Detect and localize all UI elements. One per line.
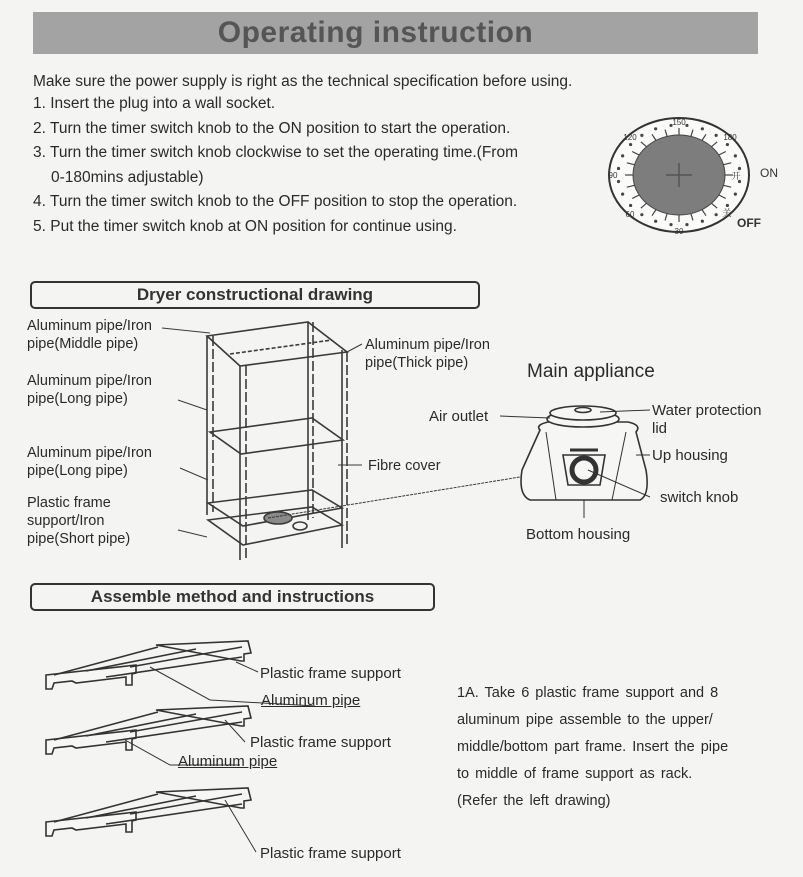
label-thick-pipe (365, 336, 490, 372)
dial-dot (629, 143, 632, 146)
step-5: 5. Put the timer switch knob at ON position for continue using. (33, 217, 457, 235)
leader-line (178, 400, 207, 410)
dial-dot (654, 220, 657, 223)
appliance-body (521, 422, 647, 500)
label-short-pipe (27, 494, 130, 548)
page-title: Operating instruction (217, 16, 534, 49)
label-line: pipe(Long pipe) (27, 391, 128, 407)
frame-support (46, 812, 136, 836)
dial-dot (640, 134, 643, 137)
dial-dot (617, 167, 620, 170)
dial-dot (621, 154, 624, 157)
frame-pipe (130, 647, 242, 667)
title-bar (33, 12, 758, 54)
step-1: 1. Insert the plug into a wall socket. (33, 95, 276, 112)
frame-support (156, 706, 251, 726)
mark-120: 120 (623, 133, 637, 142)
rack-bottom-shelf (208, 490, 342, 526)
label-switch-knob: switch knob (660, 489, 739, 506)
dial-dot (701, 127, 704, 130)
mark-30: 30 (674, 227, 684, 236)
on-symbol: 开 (731, 171, 741, 181)
dial-dot (621, 193, 624, 196)
body-seam (546, 432, 556, 500)
mark-180: 180 (723, 133, 737, 142)
label-line: Aluminum pipe/Iron (27, 318, 152, 334)
label-line: pipe(Long pipe) (27, 463, 128, 479)
frame-pipe (86, 796, 196, 818)
lid-center (575, 408, 591, 413)
rack-top-frame (207, 322, 347, 366)
dial-dot (701, 220, 704, 223)
assemble-section-header (30, 583, 435, 611)
appliance-lid (550, 406, 616, 420)
dryer-section-title: Dryer constructional drawing (136, 285, 374, 304)
label-aluminum-pipe-1: Aluminum pipe (261, 692, 361, 709)
appliance-lid-base (547, 411, 619, 427)
on-label: ON (760, 166, 778, 180)
switch-panel (563, 455, 605, 485)
instruction-line: 1A. Take 6 plastic frame support and 8 (457, 685, 719, 701)
label-line: support/Iron (27, 513, 105, 529)
label-line: pipe(Thick pipe) (365, 355, 469, 371)
dial-dot (640, 213, 643, 216)
mark-60: 60 (625, 210, 635, 219)
label-water-lid (652, 402, 762, 438)
instruction-line: aluminum pipe assemble to the upper/ (457, 712, 713, 728)
frame-pipe (130, 712, 242, 732)
label-line: Aluminum pipe/Iron (27, 373, 152, 389)
step-4: 4. Turn the timer switch knob to the OFF position to stop the operation. (33, 193, 518, 210)
label-air-outlet: Air outlet (429, 408, 489, 425)
leader-line (500, 416, 550, 418)
label-aluminum-pipe-2: Aluminum pipe (178, 753, 278, 770)
dial-dot (715, 213, 718, 216)
dial-dot (629, 204, 632, 207)
step-3: 3. Turn the timer switch knob clockwise to set the operating time.(From (33, 144, 518, 161)
dial-dot (738, 167, 741, 170)
leader-line (180, 468, 208, 480)
step-2: 2. Turn the timer switch knob to the ON position to start the operation. (33, 119, 511, 137)
instruction-line: (Refer the left drawing) (457, 793, 611, 809)
label-line: lid (652, 420, 668, 437)
label-line: Aluminum pipe/Iron (365, 337, 490, 353)
frame-pipe (86, 649, 196, 671)
dial-dot (669, 223, 672, 226)
rack-middle-shelf (210, 418, 343, 454)
leader-line (268, 477, 520, 518)
dial-dot (617, 180, 620, 183)
leader-line (588, 470, 650, 497)
rack-appliance-part (293, 522, 307, 530)
frame-pipe (106, 722, 242, 742)
label-long-pipe-1 (27, 372, 152, 408)
label-line: pipe(Short pipe) (27, 531, 131, 547)
frame-support (156, 788, 251, 808)
dial-dot (726, 204, 729, 207)
label-up-housing: Up housing (652, 447, 728, 464)
frame-support (46, 730, 136, 754)
assemble-section-title: Assemble method and instructions (90, 587, 375, 606)
frame-pipe (86, 714, 196, 736)
leader-line (600, 410, 650, 412)
frame-pipe (106, 804, 242, 824)
label-long-pipe-2 (27, 444, 152, 480)
dial-dot (654, 127, 657, 130)
rack-appliance (264, 512, 292, 524)
main-appliance-title: Main appliance (527, 361, 655, 382)
assembly-instruction (457, 680, 777, 815)
leader-line (347, 344, 362, 352)
instruction-line: middle/bottom part frame. Insert the pipe (457, 739, 729, 755)
dryer-section-header (30, 281, 480, 309)
body-seam (612, 432, 626, 500)
step-3-continued: 0-180mins adjustable) (51, 168, 204, 186)
frame-support (156, 641, 251, 661)
instruction-line: to middle of frame support as rack. (457, 766, 693, 782)
label-line: Water protection (652, 402, 762, 419)
dial-dot (726, 143, 729, 146)
label-middle-pipe (27, 317, 152, 353)
leader-line (225, 800, 256, 852)
dial-dot (734, 193, 737, 196)
leader-line (178, 530, 207, 537)
dial-dot (734, 154, 737, 157)
frame-pipe (106, 657, 242, 677)
off-symbol: 关 (722, 208, 732, 218)
label-plastic-frame-2: Plastic frame support (250, 734, 391, 751)
label-line: pipe(Middle pipe) (27, 336, 139, 352)
label-line: Plastic frame (27, 495, 111, 511)
label-plastic-frame-1: Plastic frame support (260, 665, 401, 682)
rack-top-bar (230, 340, 332, 354)
off-label: OFF (737, 216, 761, 230)
label-bottom-housing: Bottom housing (526, 526, 631, 543)
steps-list (33, 92, 518, 239)
leader-line (162, 328, 210, 333)
label-plastic-frame-3: Plastic frame support (260, 845, 401, 862)
leader-line (225, 720, 245, 742)
mark-150: 150 (672, 118, 686, 127)
dial-dot (685, 124, 688, 127)
mark-90: 90 (608, 171, 618, 180)
frame-pipe (54, 647, 158, 675)
intro-text: Make sure the power supply is right as the technical specification before using. (33, 73, 573, 90)
leader-line (236, 662, 258, 672)
label-line: Aluminum pipe/Iron (27, 445, 152, 461)
dial-dot (715, 134, 718, 137)
rack-base (208, 507, 342, 545)
frame-pipe (54, 794, 158, 822)
frame-support (46, 665, 136, 689)
timer-dial-illustration (604, 113, 778, 241)
frame-pipe (54, 712, 158, 740)
frame-pipe (130, 794, 242, 814)
label-fibre-cover: Fibre cover (368, 458, 441, 474)
dial-dot (685, 223, 688, 226)
switch-knob-shape (572, 458, 596, 482)
